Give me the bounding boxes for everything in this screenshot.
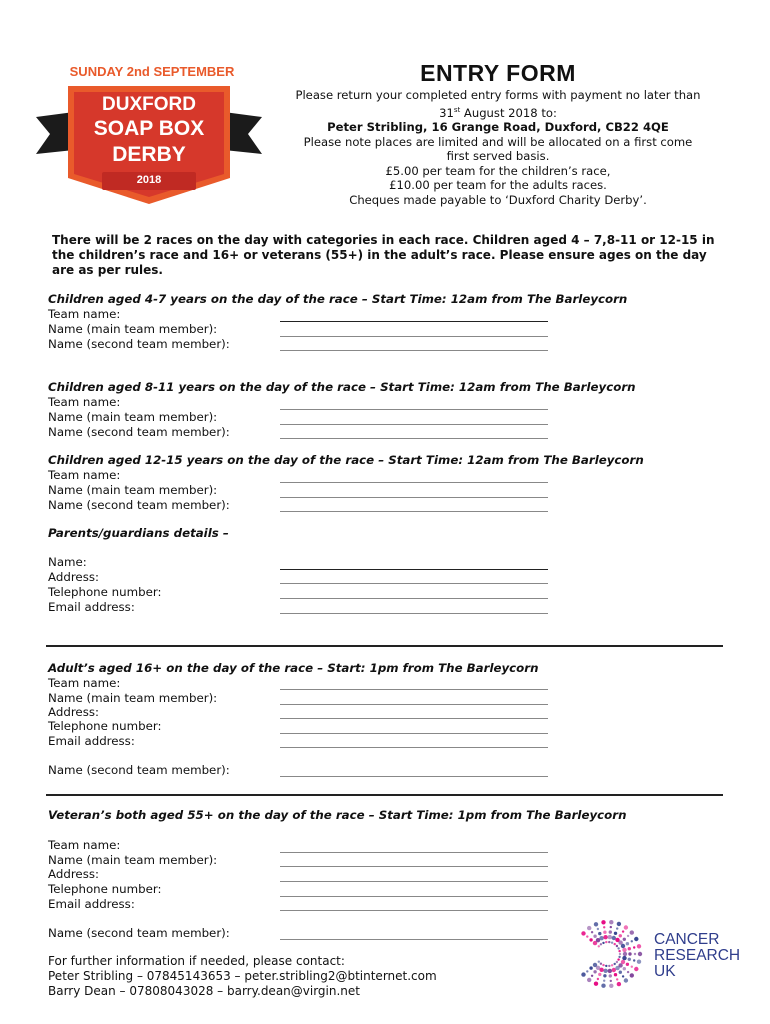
field-telephone[interactable] [280, 733, 548, 734]
label-team-name: Team name: [48, 676, 121, 690]
field-second-member[interactable] [280, 511, 548, 512]
divider [46, 794, 723, 796]
contact-peter: Peter Stribling – 07845143653 – peter.stribling2@btinternet.com [48, 969, 437, 983]
field-main-member[interactable] [280, 424, 548, 425]
field-team-name[interactable] [280, 689, 548, 690]
field-email[interactable] [280, 747, 548, 748]
children-fee: £5.00 per team for the children’s race, [385, 163, 611, 178]
divider [46, 645, 723, 647]
label-main-member: Name (main team member): [48, 322, 218, 336]
intro-text [268, 88, 728, 208]
field-address[interactable] [280, 583, 548, 584]
field-second-member[interactable] [280, 350, 548, 351]
label-email: Email address: [48, 897, 135, 911]
cancer-research-uk-logo [568, 918, 758, 990]
logo-line-derby: DERBY [112, 143, 186, 166]
label-email: Email address: [48, 734, 135, 748]
label-second-member: Name (second team member): [48, 337, 230, 351]
label-team-name: Team name: [48, 395, 121, 409]
field-telephone[interactable] [280, 896, 548, 897]
label-address: Address: [48, 705, 99, 719]
label-address: Address: [48, 867, 99, 881]
section-title-veterans: Veteran’s both aged 55+ on the day of the race – Start Time: 1pm from The Barleycorn [48, 808, 627, 822]
field-main-member[interactable] [280, 336, 548, 337]
field-team-name[interactable] [280, 482, 548, 483]
intro-line-5: first served basis. [446, 149, 550, 164]
section-title-adults: Adult’s aged 16+ on the day of the race – Start: 1pm from The Barleycorn [48, 661, 539, 675]
page-title: ENTRY FORM [420, 60, 576, 86]
label-address: Address: [48, 570, 99, 584]
label-team-name: Team name: [48, 307, 121, 321]
label-telephone: Telephone number: [48, 882, 162, 896]
label-second-member: Name (second team member): [48, 926, 230, 940]
intro-line-4: Please note places are limited and will be allocated on a first come [303, 134, 693, 149]
intro-line-2: 31st August 2018 to: [439, 105, 557, 120]
field-email[interactable] [280, 910, 548, 911]
cru-wordmark: CANCER RESEARCH UK [654, 931, 741, 980]
section-title-children-4-7: Children aged 4-7 years on the day of the race – Start Time: 12am from The Barleycorn [48, 292, 628, 306]
label-main-member: Name (main team member): [48, 853, 218, 867]
label-second-member: Name (second team member): [48, 425, 230, 439]
section-title-children-8-11: Children aged 8-11 years on the day of the race – Start Time: 12am from The Barleycorn [48, 380, 636, 394]
cru-dots-icon [568, 918, 654, 990]
field-second-member[interactable] [280, 776, 548, 777]
label-main-member: Name (main team member): [48, 410, 218, 424]
contact-info [48, 954, 437, 999]
field-second-member[interactable] [280, 438, 548, 439]
field-second-member[interactable] [280, 939, 548, 940]
intro-line-1: Please return your completed entry forms with payment no later than [295, 88, 701, 102]
label-team-name: Team name: [48, 468, 121, 482]
contact-intro: For further information if needed, please contact: [48, 954, 345, 968]
label-telephone: Telephone number: [48, 719, 162, 733]
field-main-member[interactable] [280, 497, 548, 498]
contact-barry: Barry Dean – 07808043028 – barry.dean@virgin.net [48, 984, 360, 998]
section-title-children-12-15: Children aged 12-15 years on the day of the race – Start Time: 12am from The Barleycorn [48, 453, 644, 467]
logo-year: 2018 [136, 174, 162, 186]
label-main-member: Name (main team member): [48, 483, 218, 497]
label-telephone: Telephone number: [48, 585, 162, 599]
label-second-member: Name (second team member): [48, 498, 230, 512]
return-address: Peter Stribling, 16 Grange Road, Duxford, CB22 4QE [327, 120, 669, 135]
field-address[interactable] [280, 718, 548, 719]
label-name: Name: [48, 555, 87, 569]
field-address[interactable] [280, 881, 548, 882]
adults-fee: £10.00 per team for the adults races. [389, 178, 607, 193]
label-second-member: Name (second team member): [48, 763, 230, 777]
field-team-name[interactable] [280, 409, 548, 410]
logo-line-soap-box: SOAP BOX [93, 117, 205, 140]
cheque-payee: Cheques made payable to ‘Duxford Charity Derby’. [349, 193, 647, 208]
race-rules-notice: There will be 2 races on the day with categories in each race. Children aged 4 – 7,8-11 or 12-15 in the children’s race and 16+ or veterans (55+) in the adult’s race. Please ensure ages on the day are as per rules. [52, 233, 715, 277]
label-team-name: Team name: [48, 838, 121, 852]
logo-date: SUNDAY 2nd SEPTEMBER [69, 64, 235, 79]
label-main-member: Name (main team member): [48, 691, 218, 705]
label-email: Email address: [48, 600, 135, 614]
duxford-soap-box-derby-logo [34, 62, 264, 212]
logo-line-duxford: DUXFORD [102, 94, 196, 115]
field-main-member[interactable] [280, 866, 548, 867]
field-team-name[interactable] [280, 321, 548, 322]
field-main-member[interactable] [280, 704, 548, 705]
section-title-parents: Parents/guardians details – [48, 526, 229, 540]
field-name[interactable] [280, 569, 548, 570]
field-team-name[interactable] [280, 852, 548, 853]
field-email[interactable] [280, 613, 548, 614]
field-telephone[interactable] [280, 598, 548, 599]
